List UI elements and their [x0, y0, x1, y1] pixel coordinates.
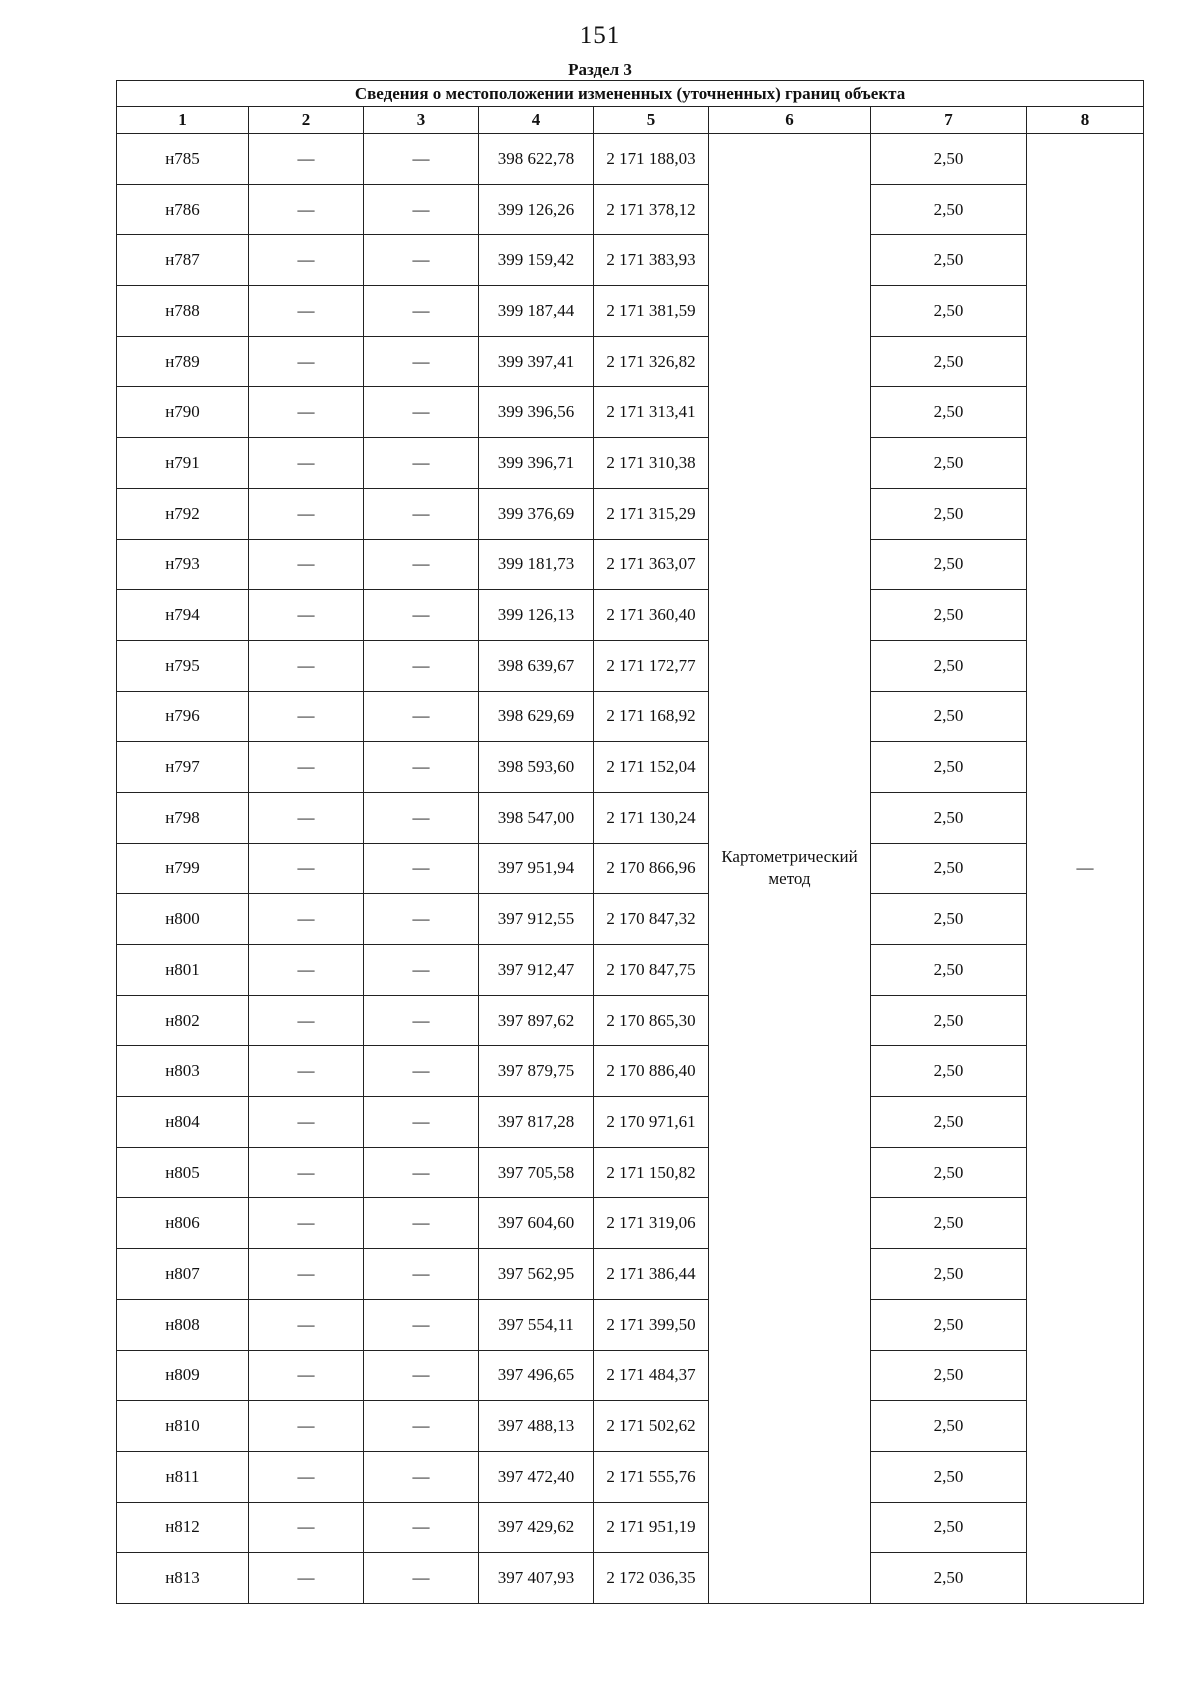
- col8-cell: —: [1027, 134, 1144, 1604]
- method-cell: Картометрический метод: [709, 134, 871, 1604]
- point-number-cell: н787: [117, 235, 249, 286]
- x-coordinate-cell: 397 472,40: [479, 1451, 594, 1502]
- point-number-cell: н786: [117, 184, 249, 235]
- table-row: [117, 387, 1144, 438]
- col2-cell: —: [249, 336, 364, 387]
- table-row: [117, 1147, 1144, 1198]
- point-number-cell: н811: [117, 1451, 249, 1502]
- col2-cell: —: [249, 792, 364, 843]
- accuracy-cell: 2,50: [871, 286, 1027, 337]
- table-row: [117, 1299, 1144, 1350]
- accuracy-cell: 2,50: [871, 1299, 1027, 1350]
- x-coordinate-cell: 399 376,69: [479, 488, 594, 539]
- y-coordinate-cell: 2 171 360,40: [594, 590, 709, 641]
- y-coordinate-cell: 2 171 383,93: [594, 235, 709, 286]
- point-number-cell: н794: [117, 590, 249, 641]
- y-coordinate-cell: 2 171 172,77: [594, 640, 709, 691]
- accuracy-cell: 2,50: [871, 1350, 1027, 1401]
- col2-cell: —: [249, 184, 364, 235]
- point-number-cell: н810: [117, 1401, 249, 1452]
- y-coordinate-cell: 2 171 381,59: [594, 286, 709, 337]
- accuracy-cell: 2,50: [871, 1451, 1027, 1502]
- point-number-cell: н803: [117, 1046, 249, 1097]
- x-coordinate-cell: 399 126,26: [479, 184, 594, 235]
- y-coordinate-cell: 2 171 363,07: [594, 539, 709, 590]
- point-number-cell: н807: [117, 1249, 249, 1300]
- point-number-cell: н804: [117, 1097, 249, 1148]
- col3-cell: —: [364, 1401, 479, 1452]
- col3-cell: —: [364, 1097, 479, 1148]
- x-coordinate-cell: 397 554,11: [479, 1299, 594, 1350]
- x-coordinate-cell: 399 181,73: [479, 539, 594, 590]
- y-coordinate-cell: 2 171 130,24: [594, 792, 709, 843]
- table-row: [117, 1401, 1144, 1452]
- accuracy-cell: 2,50: [871, 1502, 1027, 1553]
- table-row: [117, 1097, 1144, 1148]
- column-number: 3: [364, 107, 479, 134]
- point-number-cell: н791: [117, 438, 249, 489]
- col3-cell: —: [364, 438, 479, 489]
- col3-cell: —: [364, 387, 479, 438]
- col2-cell: —: [249, 640, 364, 691]
- col3-cell: —: [364, 1502, 479, 1553]
- table-row: [117, 1046, 1144, 1097]
- point-number-cell: н808: [117, 1299, 249, 1350]
- column-number-row: [117, 107, 1144, 134]
- x-coordinate-cell: 398 547,00: [479, 792, 594, 843]
- col2-cell: —: [249, 1299, 364, 1350]
- table-row: [117, 1350, 1144, 1401]
- table-row: [117, 1451, 1144, 1502]
- x-coordinate-cell: 397 604,60: [479, 1198, 594, 1249]
- point-number-cell: н792: [117, 488, 249, 539]
- col3-cell: —: [364, 286, 479, 337]
- col3-cell: —: [364, 843, 479, 894]
- x-coordinate-cell: 398 622,78: [479, 134, 594, 185]
- col2-cell: —: [249, 1401, 364, 1452]
- accuracy-cell: 2,50: [871, 995, 1027, 1046]
- col3-cell: —: [364, 640, 479, 691]
- table-row: [117, 792, 1144, 843]
- col2-cell: —: [249, 1502, 364, 1553]
- y-coordinate-cell: 2 170 847,75: [594, 945, 709, 996]
- accuracy-cell: 2,50: [871, 488, 1027, 539]
- col2-cell: —: [249, 134, 364, 185]
- accuracy-cell: 2,50: [871, 894, 1027, 945]
- col2-cell: —: [249, 1249, 364, 1300]
- point-number-cell: н785: [117, 134, 249, 185]
- x-coordinate-cell: 397 705,58: [479, 1147, 594, 1198]
- column-number: 7: [871, 107, 1027, 134]
- col2-cell: —: [249, 488, 364, 539]
- point-number-cell: н796: [117, 691, 249, 742]
- point-number-cell: н788: [117, 286, 249, 337]
- table-row: [117, 945, 1144, 996]
- x-coordinate-cell: 397 488,13: [479, 1401, 594, 1452]
- table-row: [117, 995, 1144, 1046]
- x-coordinate-cell: 398 639,67: [479, 640, 594, 691]
- col3-cell: —: [364, 792, 479, 843]
- col3-cell: —: [364, 235, 479, 286]
- table-row: [117, 235, 1144, 286]
- y-coordinate-cell: 2 172 036,35: [594, 1553, 709, 1604]
- col3-cell: —: [364, 539, 479, 590]
- x-coordinate-cell: 399 397,41: [479, 336, 594, 387]
- accuracy-cell: 2,50: [871, 590, 1027, 641]
- accuracy-cell: 2,50: [871, 184, 1027, 235]
- table-row: [117, 1553, 1144, 1604]
- table-row: [117, 539, 1144, 590]
- table-row: [117, 640, 1144, 691]
- y-coordinate-cell: 2 171 386,44: [594, 1249, 709, 1300]
- col2-cell: —: [249, 691, 364, 742]
- x-coordinate-cell: 397 407,93: [479, 1553, 594, 1604]
- point-number-cell: н805: [117, 1147, 249, 1198]
- col2-cell: —: [249, 1198, 364, 1249]
- col2-cell: —: [249, 286, 364, 337]
- table-row: [117, 742, 1144, 793]
- accuracy-cell: 2,50: [871, 1147, 1027, 1198]
- col3-cell: —: [364, 488, 479, 539]
- col2-cell: —: [249, 843, 364, 894]
- column-number: 4: [479, 107, 594, 134]
- y-coordinate-cell: 2 171 326,82: [594, 336, 709, 387]
- accuracy-cell: 2,50: [871, 691, 1027, 742]
- col2-cell: —: [249, 590, 364, 641]
- column-number: 6: [709, 107, 871, 134]
- accuracy-cell: 2,50: [871, 1401, 1027, 1452]
- point-number-cell: н800: [117, 894, 249, 945]
- point-number-cell: н790: [117, 387, 249, 438]
- y-coordinate-cell: 2 171 310,38: [594, 438, 709, 489]
- table-row: [117, 134, 1144, 185]
- col2-cell: —: [249, 894, 364, 945]
- col3-cell: —: [364, 945, 479, 996]
- y-coordinate-cell: 2 171 168,92: [594, 691, 709, 742]
- x-coordinate-cell: 397 951,94: [479, 843, 594, 894]
- table-row: [117, 894, 1144, 945]
- col2-cell: —: [249, 1350, 364, 1401]
- accuracy-cell: 2,50: [871, 1046, 1027, 1097]
- col3-cell: —: [364, 1299, 479, 1350]
- x-coordinate-cell: 397 897,62: [479, 995, 594, 1046]
- point-number-cell: н802: [117, 995, 249, 1046]
- table-row: [117, 184, 1144, 235]
- accuracy-cell: 2,50: [871, 742, 1027, 793]
- boundary-table: [116, 80, 1144, 1604]
- accuracy-cell: 2,50: [871, 438, 1027, 489]
- table-row: [117, 590, 1144, 641]
- column-number: 1: [117, 107, 249, 134]
- x-coordinate-cell: 397 879,75: [479, 1046, 594, 1097]
- y-coordinate-cell: 2 170 865,30: [594, 995, 709, 1046]
- col2-cell: —: [249, 235, 364, 286]
- accuracy-cell: 2,50: [871, 336, 1027, 387]
- col2-cell: —: [249, 1451, 364, 1502]
- table-caption: Сведения о местоположении измененных (уточненных) границ объекта: [117, 81, 1144, 107]
- x-coordinate-cell: 399 126,13: [479, 590, 594, 641]
- col2-cell: —: [249, 1097, 364, 1148]
- x-coordinate-cell: 399 159,42: [479, 235, 594, 286]
- point-number-cell: н789: [117, 336, 249, 387]
- point-number-cell: н798: [117, 792, 249, 843]
- x-coordinate-cell: 399 396,56: [479, 387, 594, 438]
- y-coordinate-cell: 2 171 315,29: [594, 488, 709, 539]
- col2-cell: —: [249, 539, 364, 590]
- col3-cell: —: [364, 1198, 479, 1249]
- col2-cell: —: [249, 995, 364, 1046]
- point-number-cell: н801: [117, 945, 249, 996]
- table-row: [117, 488, 1144, 539]
- x-coordinate-cell: 399 396,71: [479, 438, 594, 489]
- x-coordinate-cell: 397 912,47: [479, 945, 594, 996]
- col3-cell: —: [364, 590, 479, 641]
- column-number: 8: [1027, 107, 1144, 134]
- table-row: [117, 438, 1144, 489]
- point-number-cell: н793: [117, 539, 249, 590]
- y-coordinate-cell: 2 171 152,04: [594, 742, 709, 793]
- column-number: 5: [594, 107, 709, 134]
- y-coordinate-cell: 2 171 313,41: [594, 387, 709, 438]
- accuracy-cell: 2,50: [871, 640, 1027, 691]
- accuracy-cell: 2,50: [871, 843, 1027, 894]
- accuracy-cell: 2,50: [871, 387, 1027, 438]
- accuracy-cell: 2,50: [871, 235, 1027, 286]
- y-coordinate-cell: 2 170 847,32: [594, 894, 709, 945]
- y-coordinate-cell: 2 171 555,76: [594, 1451, 709, 1502]
- x-coordinate-cell: 397 817,28: [479, 1097, 594, 1148]
- y-coordinate-cell: 2 171 951,19: [594, 1502, 709, 1553]
- table-row: [117, 1249, 1144, 1300]
- y-coordinate-cell: 2 171 319,06: [594, 1198, 709, 1249]
- col2-cell: —: [249, 387, 364, 438]
- y-coordinate-cell: 2 171 188,03: [594, 134, 709, 185]
- col3-cell: —: [364, 336, 479, 387]
- col3-cell: —: [364, 1147, 479, 1198]
- y-coordinate-cell: 2 171 484,37: [594, 1350, 709, 1401]
- col3-cell: —: [364, 1249, 479, 1300]
- y-coordinate-cell: 2 171 399,50: [594, 1299, 709, 1350]
- y-coordinate-cell: 2 170 886,40: [594, 1046, 709, 1097]
- table-row: [117, 286, 1144, 337]
- point-number-cell: н812: [117, 1502, 249, 1553]
- x-coordinate-cell: 397 562,95: [479, 1249, 594, 1300]
- accuracy-cell: 2,50: [871, 1097, 1027, 1148]
- col3-cell: —: [364, 1046, 479, 1097]
- table-row: [117, 1502, 1144, 1553]
- col3-cell: —: [364, 184, 479, 235]
- x-coordinate-cell: 398 629,69: [479, 691, 594, 742]
- accuracy-cell: 2,50: [871, 539, 1027, 590]
- point-number-cell: н806: [117, 1198, 249, 1249]
- accuracy-cell: 2,50: [871, 945, 1027, 996]
- col2-cell: —: [249, 742, 364, 793]
- col2-cell: —: [249, 1046, 364, 1097]
- accuracy-cell: 2,50: [871, 1249, 1027, 1300]
- x-coordinate-cell: 398 593,60: [479, 742, 594, 793]
- accuracy-cell: 2,50: [871, 792, 1027, 843]
- x-coordinate-cell: 399 187,44: [479, 286, 594, 337]
- point-number-cell: н795: [117, 640, 249, 691]
- point-number-cell: н813: [117, 1553, 249, 1604]
- col3-cell: —: [364, 742, 479, 793]
- x-coordinate-cell: 397 496,65: [479, 1350, 594, 1401]
- y-coordinate-cell: 2 170 971,61: [594, 1097, 709, 1148]
- col3-cell: —: [364, 1451, 479, 1502]
- table-row: [117, 1198, 1144, 1249]
- y-coordinate-cell: 2 171 502,62: [594, 1401, 709, 1452]
- x-coordinate-cell: 397 912,55: [479, 894, 594, 945]
- column-number: 2: [249, 107, 364, 134]
- col3-cell: —: [364, 1553, 479, 1604]
- point-number-cell: н797: [117, 742, 249, 793]
- col3-cell: —: [364, 691, 479, 742]
- table-row: [117, 843, 1144, 894]
- point-number-cell: н799: [117, 843, 249, 894]
- col2-cell: —: [249, 945, 364, 996]
- col2-cell: —: [249, 1553, 364, 1604]
- col2-cell: —: [249, 438, 364, 489]
- table-row: [117, 691, 1144, 742]
- y-coordinate-cell: 2 171 378,12: [594, 184, 709, 235]
- accuracy-cell: 2,50: [871, 134, 1027, 185]
- col3-cell: —: [364, 134, 479, 185]
- col3-cell: —: [364, 995, 479, 1046]
- point-number-cell: н809: [117, 1350, 249, 1401]
- accuracy-cell: 2,50: [871, 1198, 1027, 1249]
- y-coordinate-cell: 2 171 150,82: [594, 1147, 709, 1198]
- x-coordinate-cell: 397 429,62: [479, 1502, 594, 1553]
- col3-cell: —: [364, 1350, 479, 1401]
- table-body: [117, 134, 1144, 1604]
- col2-cell: —: [249, 1147, 364, 1198]
- section-title: Раздел 3: [568, 60, 632, 79]
- accuracy-cell: 2,50: [871, 1553, 1027, 1604]
- page-number: 151: [579, 22, 621, 49]
- y-coordinate-cell: 2 170 866,96: [594, 843, 709, 894]
- col3-cell: —: [364, 894, 479, 945]
- table-row: [117, 336, 1144, 387]
